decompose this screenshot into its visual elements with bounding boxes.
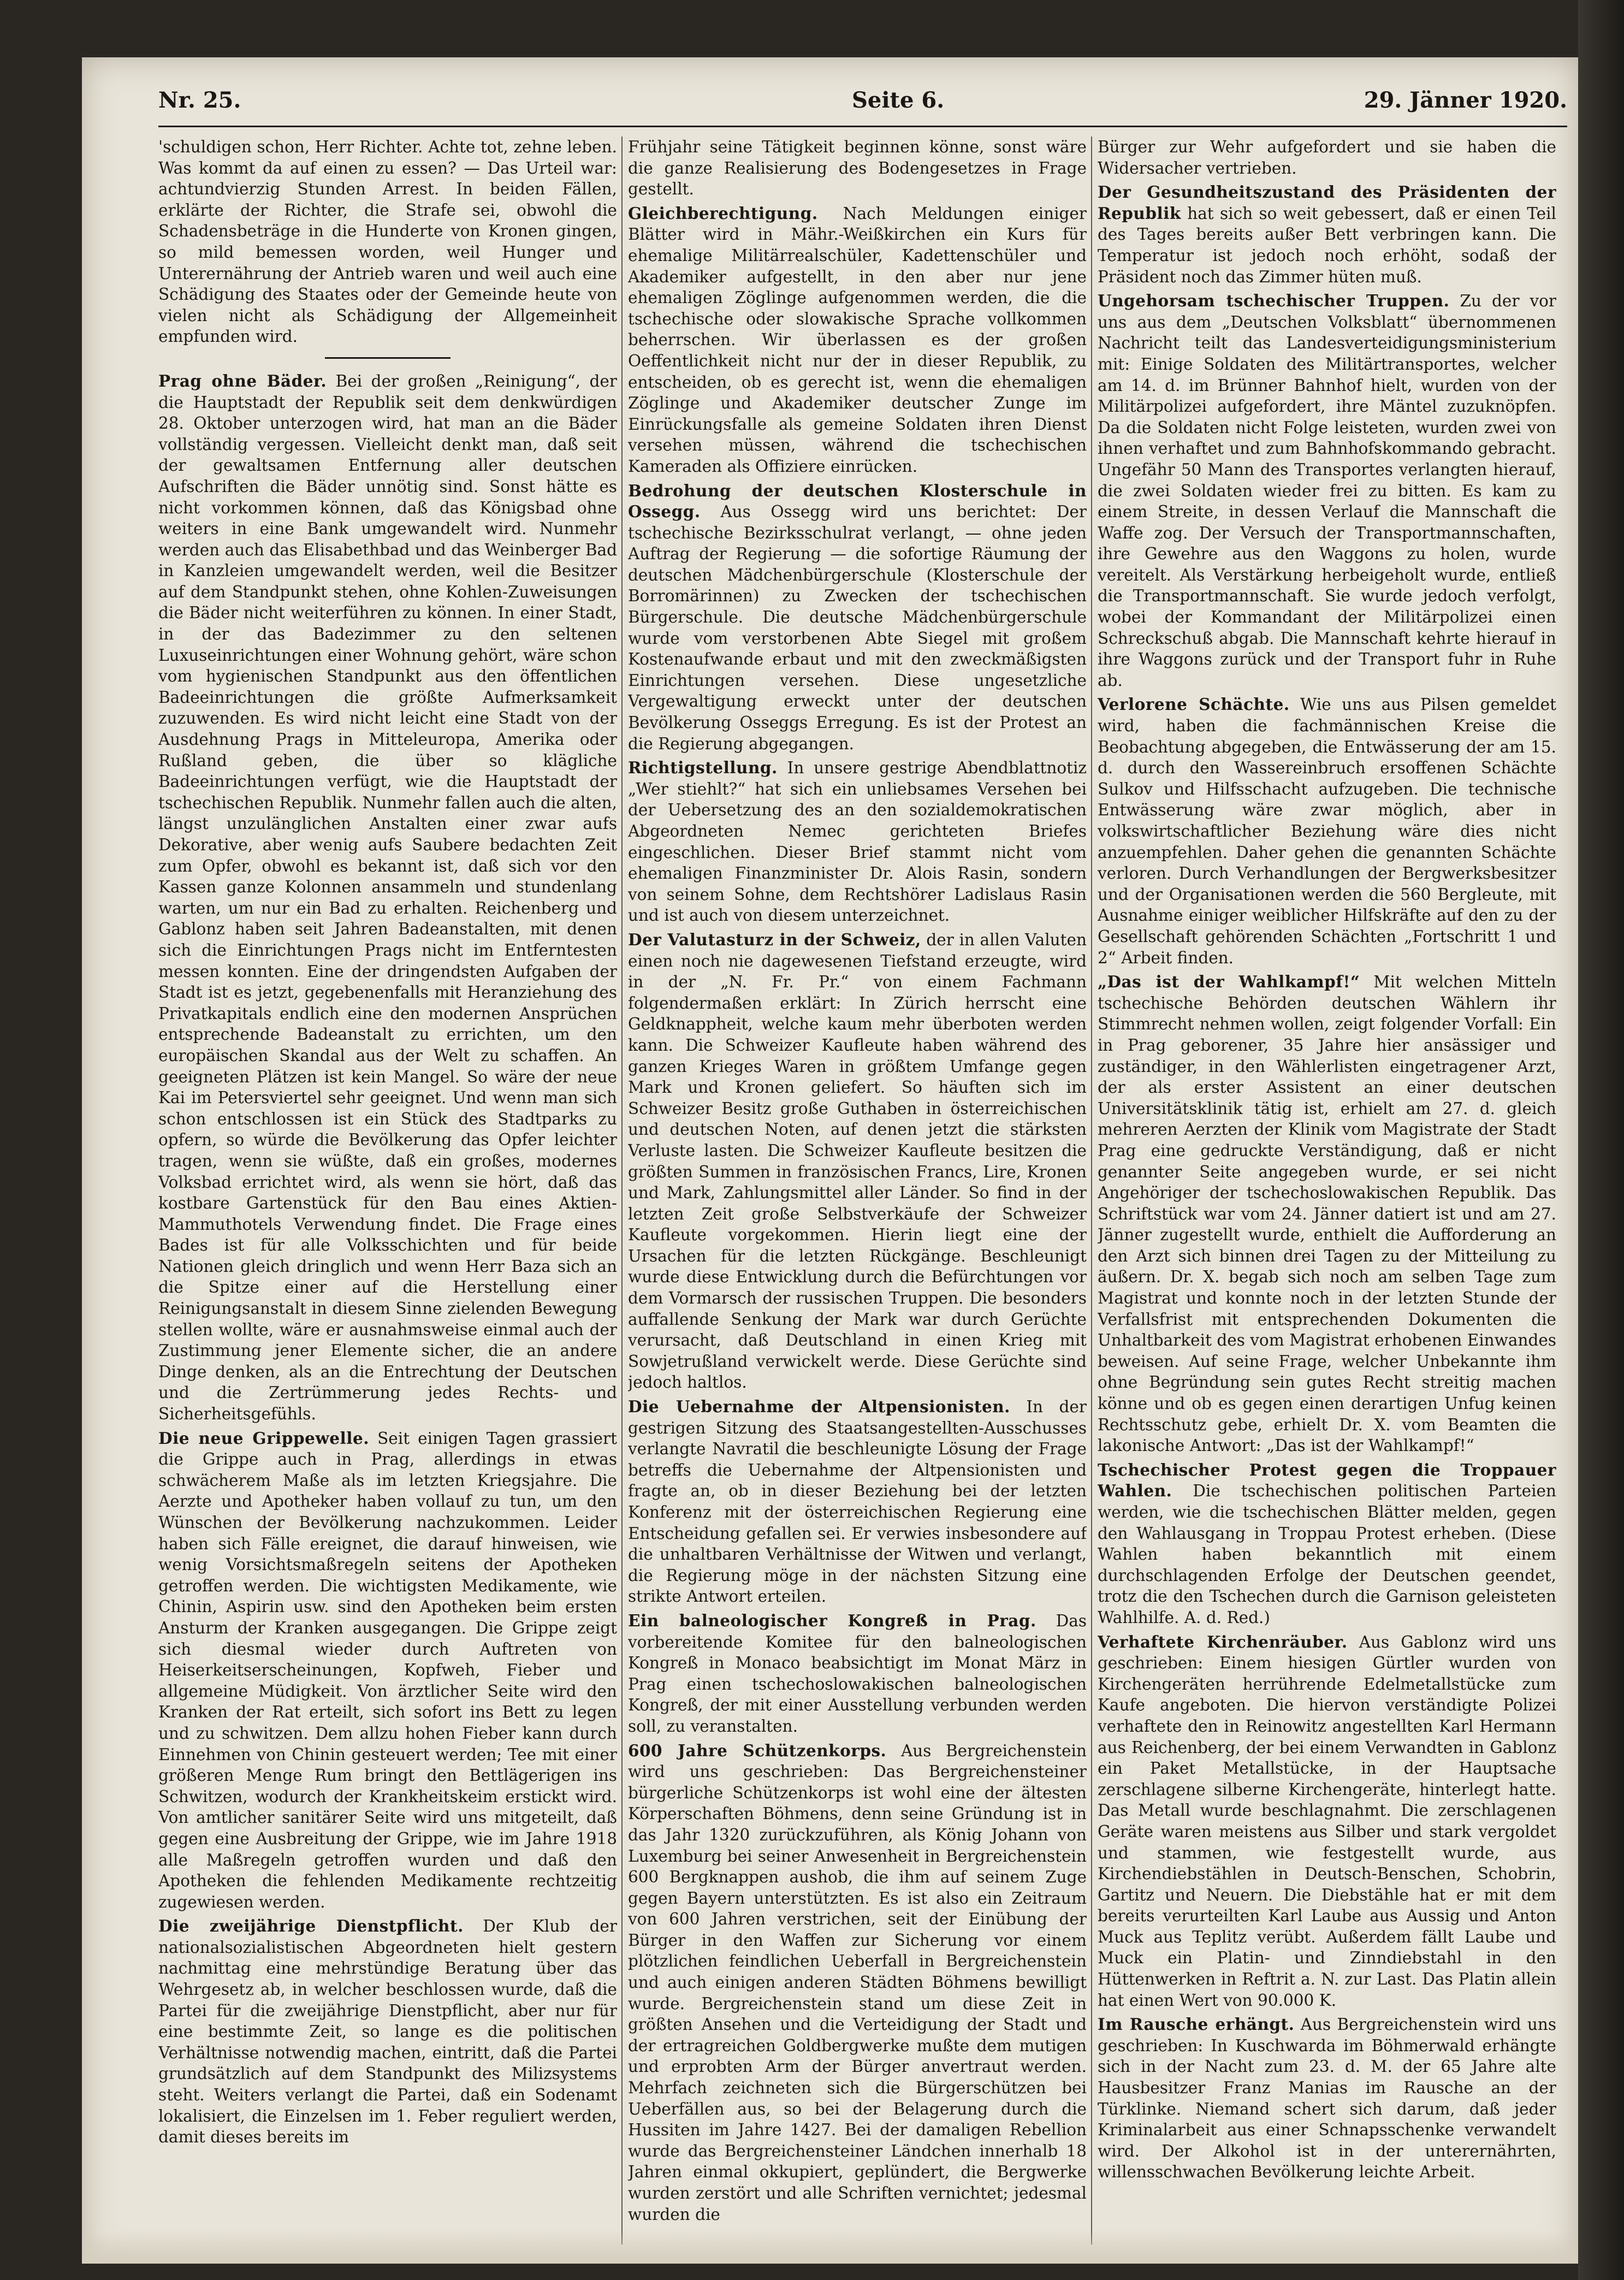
page-header <box>158 87 1567 126</box>
article-text: Bei der großen „Reinigung“, der die Hauptstadt der Republik seit dem denkwürdigen 28. Oktober unterzogen wird, hat man an die Bäder vollständig vergessen. Vielleicht denkt man, daß seit der gewaltsamen Entfernung aller deutschen Aufschriften die Bäder unnötig sind. Sonst hätte es nicht vorkommen können, daß das Königsbad ohne weiters in eine Bank umgewandelt wird. Nunmehr werden auch das Elisabethbad und das Weinberger Bad in Kanzleien umgewandelt werden, weil die Besitzer auf dem Standpunkt stehen, ohne Kohlen-Zuweisungen die Bäder nicht weiterführen zu können. In einer Stadt, in der das Badezimmer zu den seltenen Luxuseinrichtungen einer Wohnung gehört, wäre schon vom hygienischen Standpunkt aus den öffentlichen Badeeinrichtungen die größte Aufmerksamkeit zuzuwenden. Es wird nicht leicht eine Stadt von der Ausdehnung Prags in Mitteleuropa, Amerika oder Rußland geben, die über so klägliche Badeeinrichtungen verfügt, wie die Hauptstadt der tschechischen Republik. Nunmehr fallen auch die alten, längst unzulänglichen Anstalten einer zwar aufs Dekorative, aber wenig aufs Saubere bedachten Zeit zum Opfer, obwohl es bekannt ist, daß sich vor den Kassen ganze Kolonnen ansammeln und stundenlang warten, um nur ein Bad zu erhalten. Reichenberg und Gablonz haben seit Jahren Badeanstalten, mit denen sich die Einrichtungen Prags nicht im Entferntesten messen konnten. Eine der dringendsten Aufgaben der Stadt ist es jetzt, gegebenenfalls mit Heranziehung des Privatkapitals endlich eine den modernen Ansprüchen entsprechende Badeanstalt zu errichten, um den europäischen Skandal aus der Welt zu schaffen. An geeigneten Plätzen ist kein Mangel. So wäre der neue Kai im Petersviertel sehr geeignet. Und wenn man sich schon entschlossen ist ein Stück des Stadtparks zu opfern, so würde die Bevölkerung das Opfer leichter tragen, wenn sie wüßte, daß ein großes, modernes Volksbad errichtet wird, als wenn sie hört, daß das kostbare Gartenstück für den Bau eines Aktien-Mammuthotels Verwendung findet. Die Frage eines Bades ist für alle Volksschichten und für beide Nationen gleich dringlich und wenn Herr Baza sich an die Spitze einer auf die Herstellung einer Reinigungsanstalt in diesem Sinne zielenden Bewegung stellen wollte, wäre er ausnahmsweise einmal auch der Zustimmung jener Elemente sicher, die an andere Dinge denken, als an die Entrechtung der Deutschen und die Zertrümmerung jedes Rechts- und Sicherheitsgefühls. <box>158 371 617 1424</box>
article <box>628 929 1087 1393</box>
article-text: In unsere gestrige Abendblattnotiz „Wer stiehlt?“ hat sich ein unliebsames Versehen bei der Uebersetzung des an den sozialdemokratischen Abgeordneten Nemec gerichteten Briefes eingeschlichen. Dieser Brief stammt nicht vom ehemaligen Finanzminister Dr. Alois Rasin, sondern von seinem Sohne, dem Rechtshörer Ladislaus Rasin und ist auch von diesem unterzeichnet. <box>628 759 1087 925</box>
article-text: Der Klub der nationalsozialistischen Abgeordneten hielt gestern nachmittag eine mehrstündige Beratung über das Wehrgesetz ab, in welcher beschlossen wurde, daß die Partei für die zweijährige Dienstpflicht, aber nur für eine bestimmte Zeit, so lange es die politischen Verhältnisse notwendig machen, eintritt, daß die Partei grundsätzlich auf dem Standpunkt des Milizsystems steht. Weiters verlangt die Partei, daß ein Sodenamt lokalisiert, die Einzelsen im 1. Feber reguliert werden, damit dieses bereits im <box>158 1917 617 2147</box>
column-1 <box>158 137 617 2245</box>
article-text: Das vorbereitende Komitee für den balneologischen Kongreß in Monaco beabsichtigt im Monat März in Prag einen tschechoslowakischen balneologischen Kongreß, der mit einer Ausstellung verbunden werden soll, zu veranstalten. <box>628 1611 1087 1736</box>
newspaper-page <box>82 57 1578 2264</box>
issue-number: Nr. 25. <box>158 87 241 113</box>
article <box>628 1740 1087 2225</box>
header-rule <box>158 126 1567 127</box>
column-divider <box>1091 137 1092 2245</box>
issue-date: 29. Jänner 1920. <box>1364 87 1567 113</box>
article-heading: Verlorene Schächte. <box>1098 695 1290 714</box>
article <box>1098 694 1556 968</box>
article-text: Mit welchen Mitteln tschechische Behörden deutschen Wählern ihr Stimmrecht nehmen wollen, zeigt folgender Vorfall: Ein in Prag geborener, 35 Jahre hier ansässiger und zuständiger, in den Wählerlisten eingetragener Arzt, der als erster Assistent an einer deutschen Universitätsklinik tätig ist, erhielt am 27. d. gleich mehreren Aerzten der Klinik vom Magistrate der Stadt Prag eine gedruckte Verständigung, daß er nicht genannter Seite angegeben wurde, er sei nicht Angehöriger der tschechoslowakischen Republik. Das Schriftstück war vom 24. Jänner datiert ist und am 27. Jänner zugestellt wurde, enthielt die Aufforderung an den Arzt sich binnen drei Tagen zu der Mitteilung zu äußern. Dr. X. begab sich noch am selben Tage zum Magistrat und konnte noch in der letzten Stunde der Verfallsfrist mit entsprechenden Dokumenten die Unhaltbarkeit des vom Magistrat erhobenen Einwandes beweisen. Auf seine Frage, welcher Unbekannte ihm ohne Begründung sein gutes Recht streitig machen könne und ob es gegen einen derartigen Unfug keinen Rechtsschutz gebe, erhielt Dr. X. vom Beamten die lakonische Antwort: „Das ist der Wahlkampf!“ <box>1098 973 1556 1455</box>
article-text: Seit einigen Tagen grassiert die Grippe auch in Prag, allerdings in etwas schwächerem Maße als im letzten Kriegsjahre. Die Aerzte und Apotheker haben vollauf zu tun, um den Wünschen der Bevölkerung nachzukommen. Leider haben sich Fälle ereignet, die darauf hinweisen, wie wenig Vorsichtsmaßregeln seitens der Apotheken getroffen werden. Die wichtigsten Medikamente, wie Chinin, Aspirin usw. sind den Apotheken beim ersten Ansturm der Kranken ausgegangen. Die Grippe zeigt sich diesmal wieder durch Auftreten von Heiserkeitserscheinungen, Kopfweh, Fieber und allgemeine Müdigkeit. Von ärztlicher Seite wird den Kranken der Rat erteilt, sich sofort ins Bett zu legen und zu schwitzen. Dem allzu hohen Fieber kann durch Einnehmen von Chinin gesteuert werden; Tee mit einer größeren Menge Rum bringt den Bettlägerigen ins Schwitzen, wodurch der Krankheitskeim erstickt wird. Von amtlicher sanitärer Seite wird uns mitgeteilt, daß gegen eine Ausbreitung der Grippe, wie im Jahre 1918 alle Maßregeln getroffen wurden und daß den Apotheken die fehlenden Medikamente rechtzeitig zugewiesen werden. <box>158 1429 617 1911</box>
article-text: Aus Gablonz wird uns geschrieben: Einem hiesigen Gürtler wurden von Kirchengeräten herrührende Edelmetallstücke zum Kaufe angeboten. Die hiervon verständigte Polizei verhaftete den in Reinowitz angestellten Karl Hermann aus Reichenberg, der bei einem Verwandten in Gablonz ein Paket Metallstücke, in der Hauptsache zerschlagene silberne Kirchengeräte, hinterlegt hatte. Das Metall wurde beschlagnahmt. Die zerschlagenen Geräte waren meistens aus Silber und stark vergoldet und stammen, wie festgestellt wurde, aus Kirchendiebstählen in Deutsch-Benschen, Schobrin, Gartitz und Neuern. Die Diebstähle hat er mit dem bereits verurteilten Karl Laube aus Aussig und Anton Muck aus Teplitz verübt. Außerdem fällt Laube und Muck ein Platin- und Zinndiebstahl in den Hüttenwerken in Reftrit a. N. zur Last. Das Platin allein hat einen Wert von 90.000 K. <box>1098 1632 1556 2010</box>
article-text: Aus Bergreichenstein wird uns geschrieben: In Kuschwarda im Böhmerwald erhängte sich in der Nacht zum 23. d. M. der 65 Jahre alte Hausbesitzer Franz Manias im Rausche an der Türklinke. Niemand schert sich darum, daß jeder Kriminalarbeit aus einer Schnapsschenke verwandelt wird. Der Alkohol ist in der unterernährten, willensschwachen Bevölkerung leichte Arbeit. <box>1098 2015 1556 2182</box>
article-separator <box>325 357 451 359</box>
article-heading: Verhaftete Kirchenräuber. <box>1098 1632 1348 1651</box>
article <box>158 1428 617 1913</box>
column-divider <box>621 137 623 2245</box>
article-text: 'schuldigen schon, Herr Richter. Achte tot, zehne leben. Was kommt da auf einen zu essen? — Das Urteil war: achtundvierzig Stunden Arrest. In beiden Fällen, erklärte der Richter, die Strafe sei, obwohl die Schadensbeträge in die Hunderte von Kronen gingen, so mild bemessen worden, weil Hunger und Unterernährung der Antrieb waren und weil auch eine Schädigung des Staates oder der Gemeinde heute von vielen nicht als Schädigung der Allgemeinheit empfunden wird. <box>158 138 617 346</box>
article-heading: Ungehorsam tschechischer Truppen. <box>1098 291 1450 311</box>
article <box>628 757 1087 926</box>
article-heading: Ein balneologischer Kongreß in Prag. <box>628 1610 1036 1630</box>
article-text: Nach Meldungen einiger Blätter wird in Mähr.-Weißkirchen ein Kurs für ehemalige Militärrealschüler, Kadettenschüler und Akademiker aufgestellt, in den aber nur jene ehemaligen Zöglinge aufgenommen werden, die die tschechische oder slowakische Sprache vollkommen beherrschen. Wir überlassen es der großen Oeffentlichkeit nicht nur der in dieser Republik, zu entscheiden, ob es gerecht ist, wenn die ehemaligen Zöglinge und Akademiker deutscher Zunge im Einrückungsfalle als gemeine Soldaten ihren Dienst versehen müssen, während die tschechischen Kameraden als Offiziere einrücken. <box>628 204 1087 476</box>
article <box>1098 182 1556 287</box>
article-text: Bürger zur Wehr aufgefordert und sie haben die Widersacher vertrieben. <box>1098 138 1556 177</box>
article <box>158 137 617 347</box>
article-text: Zu der vor uns aus dem „Deutschen Volksblatt“ übernommenen Nachricht teilt das Landesverteidigungsministerium mit: Einige Soldaten des Militärtransportes, welcher am 14. d. im Brünner Bahnhof hielt, wurden von der Militärpolizei aufgefordert, ihre Mäntel zuzuknöpfen. Da die Soldaten nicht Folge leisteten, wurden zwei von ihnen verhaftet und zum Bahnhofskommando gebracht. Ungefähr 50 Mann des Transportes verlangten hierauf, die zwei Soldaten wieder frei zu bitten. Es kam zu einem Streite, in dessen Verlauf die Mannschaft die Waffe zog. Der Versuch der Transportmannschaften, ihre Gewehre aus den Waggons zu holen, wurde vereitelt. Als Verstärkung herbeigeholt wurde, entließ die Transportmannschaft. Sie wurde jedoch verfolgt, wobei der Kommandant der Militärpolizei einen Schreckschuß abgab. Die Mannschaft kehrte hierauf in ihre Waggons zurück und der Transport fuhr in Ruhe ab. <box>1098 292 1556 690</box>
article-text: Frühjahr seine Tätigkeit beginnen könne, sonst wäre die ganze Realisierung des Bodengesetzes in Frage gestellt. <box>628 138 1087 199</box>
article <box>1098 291 1556 691</box>
article-heading: Richtigstellung. <box>628 758 778 778</box>
article <box>628 1396 1087 1607</box>
article-heading: Der Gesundheitszustand des Präsidenten der Republik <box>1098 182 1556 223</box>
article <box>1098 2014 1556 2183</box>
article <box>628 137 1087 200</box>
article-heading: Die neue Grippewelle. <box>158 1428 370 1448</box>
article-text: In der gestrigen Sitzung des Staatsangestellten-Ausschusses verlangte Navratil die beschleunigte Lösung der Frage betreffs die Uebernahme der Altpensionisten und fragte an, ob in dieser Beziehung bei der letzten Konferenz mit der österreichischen Regierung eine Entscheidung gefallen sei. Er verwies insbesondere auf die unhaltbaren Verhältnisse der Witwen und verlangt, die Regierung möge in der nächsten Sitzung eine strikte Antwort erteilen. <box>628 1397 1087 1606</box>
article <box>628 481 1087 755</box>
article-heading: Die Uebernahme der Altpensionisten. <box>628 1397 1010 1417</box>
article <box>158 371 617 1425</box>
article-text: Aus Ossegg wird uns berichtet: Der tschechische Bezirksschulrat verlangt, — ohne jeden Auftrag der Regierung — die sofortige Räumung der deutschen Mädchenbürgerschule (Klosterschule der Borromärinnen) zu Zwecken der tschechischen Bürgerschule. Die deutsche Mädchenbürgerschule wurde vom verstorbenen Abte Siegel mit großem Kostenaufwande erbaut und mit den zweckmäßigsten Einrichtungen versehen. Diese ungesetzliche Vergewaltigung erweckt unter der deutschen Bevölkerung Osseggs Erregung. Es ist der Protest an die Regierung abgegangen. <box>628 502 1087 753</box>
article-heading: „Das ist der Wahlkampf!“ <box>1098 972 1360 992</box>
article <box>1098 972 1556 1456</box>
column-2 <box>628 137 1087 2245</box>
article-heading: 600 Jahre Schützenkorps. <box>628 1740 887 1760</box>
article-heading: Tschechischer Protest gegen die Troppauer Wahlen. <box>1098 1460 1556 1501</box>
column-3 <box>1098 137 1556 2245</box>
article <box>628 203 1087 477</box>
article <box>158 1916 617 2148</box>
article-heading: Gleichberechtigung. <box>628 203 818 223</box>
article <box>628 1610 1087 1737</box>
scan-border <box>1578 0 1624 2280</box>
article-heading: Prag ohne Bäder. <box>158 371 327 390</box>
article-text: Aus Bergreichenstein wird uns geschrieben: Das Bergreichensteiner bürgerliche Schützenkorps ist wohl eine der ältesten Körperschaften Böhmens, denn seine Gründung ist in das Jahr 1320 zurückzuführen, als König Johann von Luxemburg bei seiner Anwesenheit in Bergreichenstein 600 Bergknappen aushob, die ihm auf seinem Zuge gegen Bayern unterstützten. Es ist also ein Zeitraum von 600 Jahren verstrichen, seit der Einübung der Bürger in den Waffen zur Sicherung vor einem plötzlichen feindlichen Ueberfall in Bergreichenstein und auch einigen anderen Städten Böhmens bewilligt wurde. Bergreichenstein stand um diese Zeit in größten Ansehen und die Verteidigung der Stadt und der ertragreichen Goldbergwerke mußte dem mutigen und erprobten Arm der Bürger anvertraut werden. Mehrfach zeichneten sich die Bürgerschützen bei Ueberfällen aus, so bei der Belagerung durch die Hussiten im Jahre 1427. Bei der damaligen Rebellion wurde das Bergreichensteiner Ländchen innerhalb 18 Jahren einmal okkupiert, geplündert, die Bergwerke wurden zerstört und alle Schriften vernichtet; jedesmal wurden die <box>628 1741 1087 2224</box>
paper-shadow <box>82 2231 1578 2264</box>
article-text: der in allen Valuten einen noch nie dagewesenen Tiefstand erzeugte, wird in der „N. Fr. Pr.“ von einem Fachmann folgendermaßen erklärt: In Zürich herrscht eine Geldknappheit, welche kaum mehr überboten werden kann. Die Schweizer Kaufleute haben während des ganzen Krieges Waren in größtem Umfange gegen Mark und Kronen geliefert. So häuften sich im Schweizer Besitz große Guthaben in österreichischen und deutschen Noten, auf denen jetzt die stärksten Verluste lasten. Die Schweizer Kaufleute besitzen die größten Summen in französischen Francs, Lire, Kronen und Mark, Zahlungsmittel aller Länder. So find in der letzten Zeit große Selbstverkäufe der Schweizer Kaufleute vorgekommen. Hierin liegt eine der Ursachen für die letzten Rückgänge. Beschleunigt wurde diese Entwicklung durch die Befürchtungen vor dem Vormarsch der russischen Truppen. Die besonders auffallende Senkung der Mark war durch Gerüchte verursacht, daß Deutschland in einen Krieg mit Sowjetrußland verwickelt werde. Diese Gerüchte sind jedoch haltlos. <box>628 930 1087 1392</box>
article-heading: Der Valutasturz in der Schweiz, <box>628 929 921 949</box>
article-text: Die tschechischen politischen Parteien werden, wie die tschechischen Blätter melden, gegen den Wahlausgang in Troppau Protest erheben. (Diese Wahlen haben bekanntlich mit einem durchschlagenden Erfolge der Deutschen geendet, trotz die den Tschechen durch die Garnison geleisteten Wahlhilfe. A. d. Red.) <box>1098 1482 1556 1627</box>
article <box>1098 1460 1556 1628</box>
article-heading: Bedrohung der deutschen Klosterschule in Ossegg. <box>628 481 1087 522</box>
article <box>1098 1632 1556 2011</box>
page-number: Seite 6. <box>852 87 945 113</box>
article <box>1098 137 1556 179</box>
article-heading: Im Rausche erhängt. <box>1098 2015 1295 2034</box>
article-text: hat sich so weit gebessert, daß er einen Teil des Tages bereits außer Bett verbringen kann. Die Temperatur ist jedoch noch erhöht, sodaß der Präsident noch das Zimmer hüten muß. <box>1098 204 1556 286</box>
article-text: Wie uns aus Pilsen gemeldet wird, haben die fachmännischen Kreise die Beobachtung abgegeben, die Entwässerung der am 15. d. durch den Wassereinbruch ersoffenen Schächte Sulkov und Hilfsschacht aufzugeben. Die technische Entwässerung wäre zwar möglich, aber in volkswirtschaftlicher Beziehung wäre dies nicht anzuempfehlen. Daher gehen die genannten Schächte verloren. Durch Verhandlungen der Bergwerksbesitzer und der Organisationen werden die 560 Bergleute, mit Ausnahme einiger weiblicher Hilfskräfte auf den zu der Gesellschaft gehörenden Schächten „Fortschritt 1 und 2“ Arbeit finden. <box>1098 695 1556 967</box>
article-heading: Die zweijährige Dienstpflicht. <box>158 1916 464 1936</box>
